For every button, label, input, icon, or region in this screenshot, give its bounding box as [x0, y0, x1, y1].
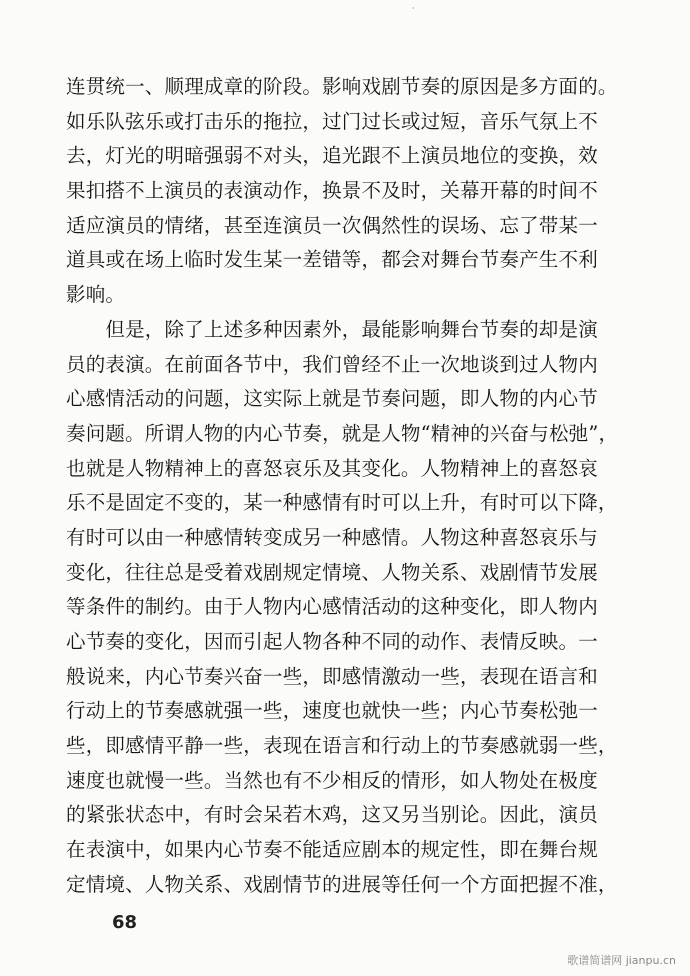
- text-line: 奏问题。所谓人物的内心节奏，就是人物“精神的兴奋与松弛”，: [66, 421, 619, 445]
- text-line: 员的表演。在前面各节中，我们曾经不止一次地谈到过人物内: [66, 352, 598, 376]
- text-line: 些，即感情平静一些，表现在语言和行动上的节奏感就弱一些，: [66, 734, 618, 758]
- text-line: 般说来，内心节奏兴奋一些，即感情激动一些，表现在语言和: [66, 664, 598, 688]
- text-line: 适应演员的情绪，甚至连演员一次偶然性的误场、忘了带某一: [66, 213, 598, 237]
- text-line: 心感情活动的问题，这实际上就是节奏问题，即人物的内心节: [66, 387, 598, 411]
- page-number: 68: [112, 912, 138, 933]
- text-line: 连贯统一、顺理成章的阶段。影响戏剧节奏的原因是多方面的。: [66, 75, 618, 98]
- text-line: 心节奏的变化，因而引起人物各种不同的动作、表情反映。一: [66, 630, 598, 653]
- text-line: 道具或在场上临时发生某一差错等，都会对舞台节奏产生不利: [66, 248, 598, 272]
- text-line: 果扣搭不上演员的表演动作，换景不及时，关幕开幕的时间不: [66, 179, 598, 203]
- text-line: 但是，除了上述多种因素外，最能影响舞台节奏的却是演: [66, 317, 598, 341]
- text-line: 在表演中，如果内心节奏不能适应剧本的规定性，即在舞台规: [66, 838, 598, 862]
- text-line: 行动上的节奏感就强一些，速度也就快一些；内心节奏松弛一: [66, 699, 598, 723]
- text-line: 变化，往往总是受着戏剧规定情境、人物关系、戏剧情节发展: [66, 560, 598, 584]
- text-line: 去，灯光的明暗强弱不对头，追光跟不上演员地位的变换，效: [66, 144, 598, 168]
- body-text: [66, 70, 632, 903]
- text-line: 的紧张状态中，有时会呆若木鸡，这又另当别论。因此，演员: [66, 803, 598, 827]
- text-line: 如乐队弦乐或打击乐的拖拉，过门过长或过短，音乐气氛上不: [66, 109, 598, 133]
- scan-mark: ·: [412, 4, 415, 13]
- text-line: 影响。: [66, 283, 126, 307]
- text-line: 速度也就慢一些。当然也有不少相反的情形，如人物处在极度: [66, 768, 598, 792]
- watermark: 歌谱简谱网 jianpu.cn: [567, 954, 676, 967]
- text-line: 也就是人物精神上的喜怒哀乐及其变化。人物精神上的喜怒哀: [66, 456, 598, 480]
- text-line: 有时可以由一种感情转变成另一种感情。人物这种喜怒哀乐与: [66, 525, 598, 549]
- text-line: 定情境、人物关系、戏剧情节的进展等任何一个方面把握不准，: [66, 872, 618, 896]
- text-line: 乐不是固定不变的，某一种感情有时可以上升，有时可以下降，: [66, 491, 618, 515]
- text-line: 等条件的制约。由于人物内心感情活动的这种变化，即人物内: [66, 595, 598, 619]
